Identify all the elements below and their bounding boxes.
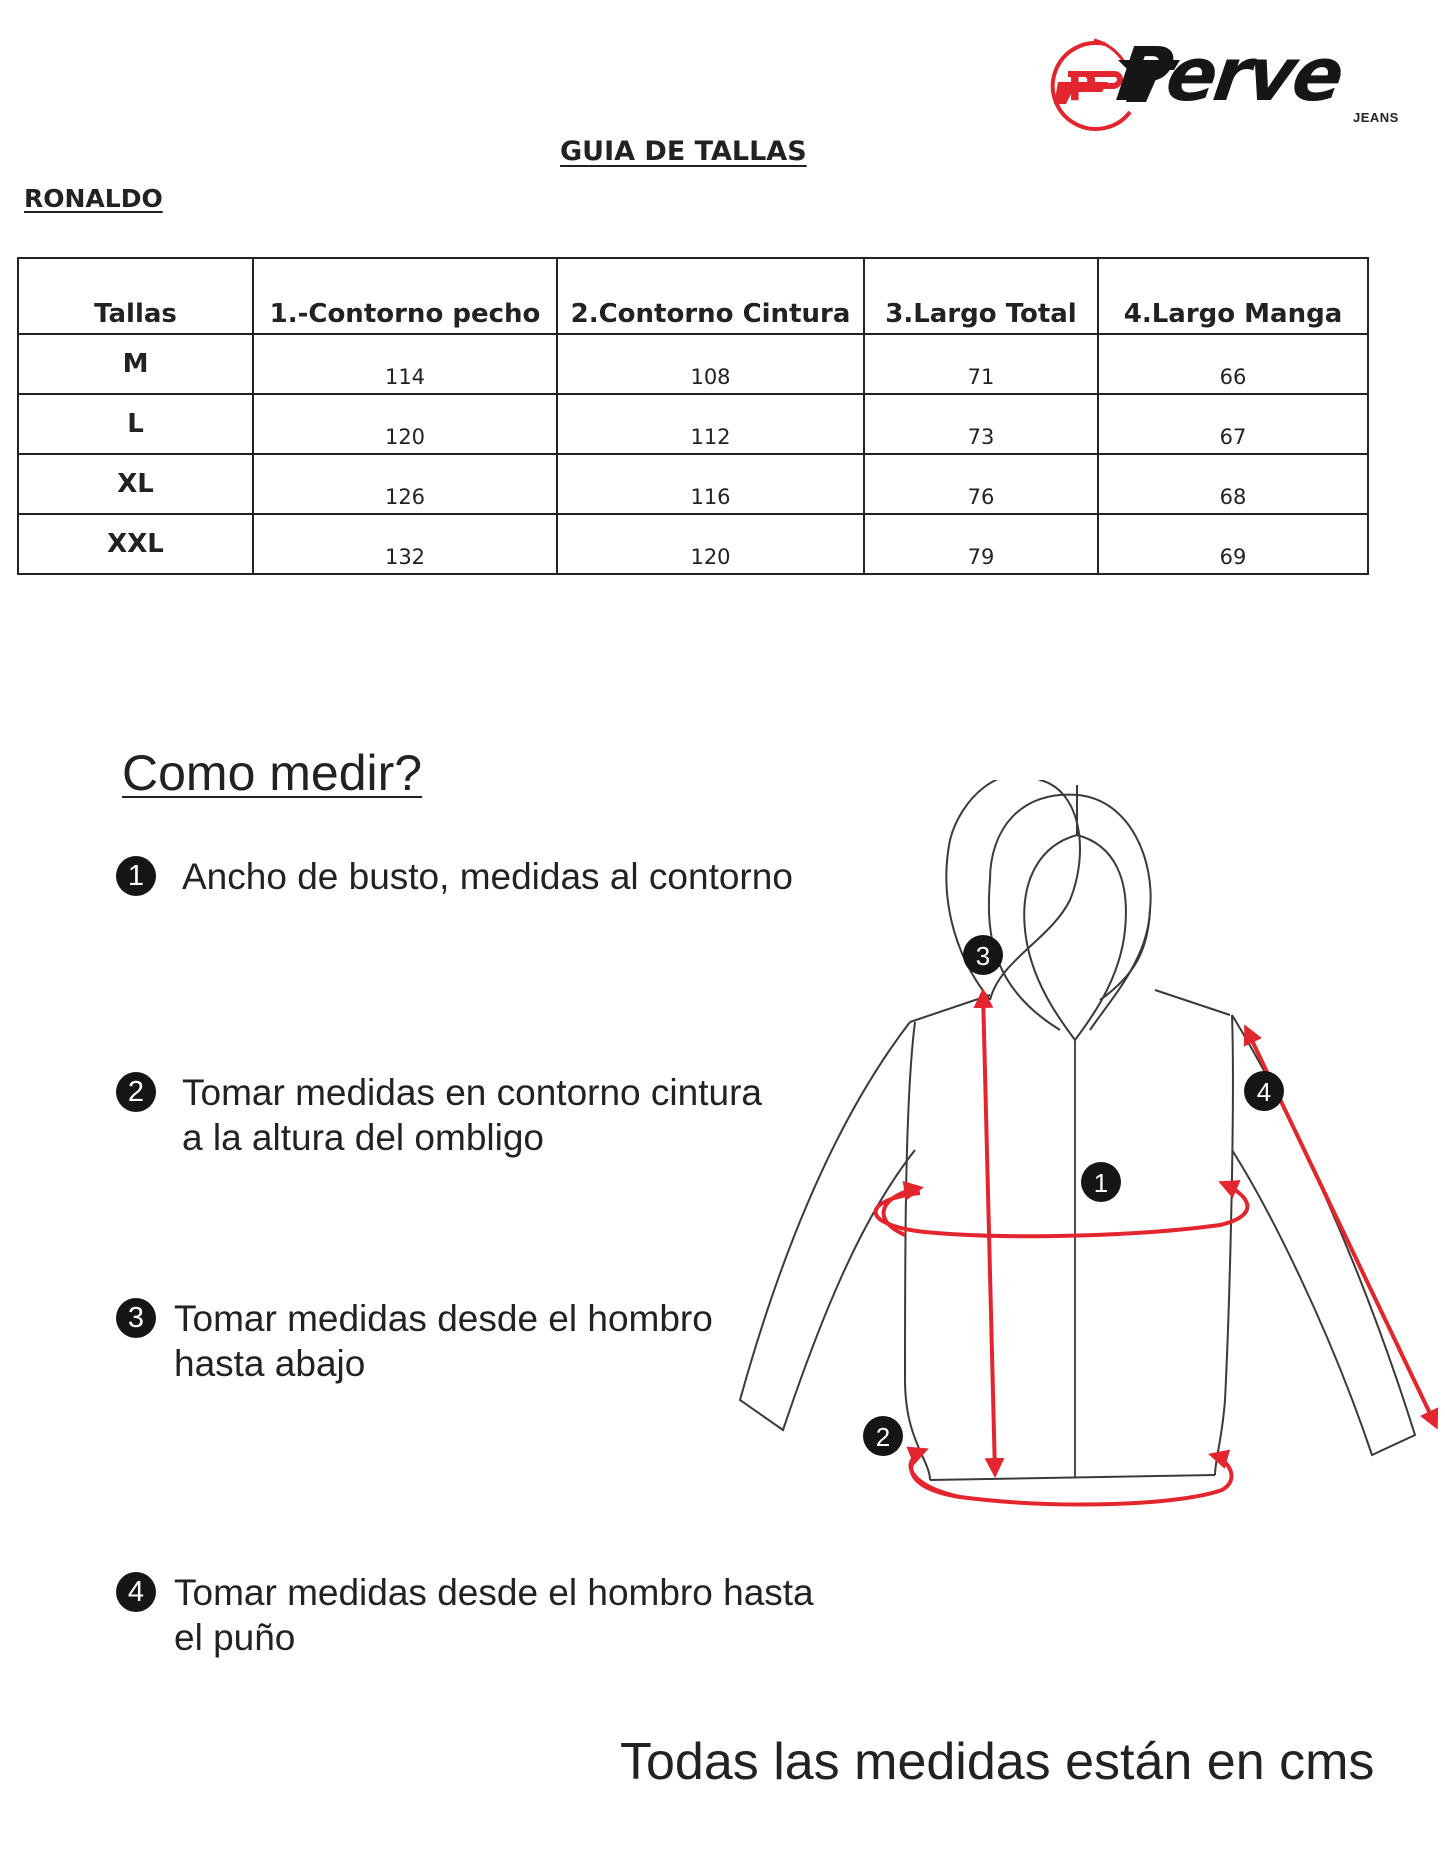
step-number-badge: 4 bbox=[116, 1572, 156, 1612]
diagram-marker-1 bbox=[1081, 1162, 1121, 1202]
diagram-marker-4 bbox=[1244, 1071, 1284, 1111]
size-table bbox=[17, 257, 1369, 575]
waist-value: 112 bbox=[557, 394, 864, 454]
step-line: el puño bbox=[174, 1617, 296, 1658]
model-name: RONALDO bbox=[24, 184, 163, 213]
waist-value: 120 bbox=[557, 514, 864, 574]
waist-value: 108 bbox=[557, 334, 864, 394]
step-line: hasta abajo bbox=[174, 1343, 366, 1384]
brand-subtitle: JEANS bbox=[1353, 110, 1399, 125]
diagram-marker-3 bbox=[963, 935, 1003, 975]
diagram-marker-label: 2 bbox=[875, 1422, 891, 1452]
table-row bbox=[18, 514, 1368, 574]
step-number-badge: 2 bbox=[116, 1072, 156, 1112]
step-line: Tomar medidas en contorno cintura bbox=[182, 1072, 762, 1113]
length-value: 76 bbox=[864, 454, 1098, 514]
length-value: 73 bbox=[864, 394, 1098, 454]
step-line: Tomar medidas desde el hombro bbox=[174, 1298, 713, 1339]
table-header-row bbox=[18, 258, 1368, 334]
table-row bbox=[18, 334, 1368, 394]
step-number-badge: 1 bbox=[116, 856, 156, 896]
diagram-marker-label: 3 bbox=[975, 941, 991, 971]
step-line: Ancho de busto, medidas al contorno bbox=[182, 856, 793, 897]
header-waist: 2.Contorno Cintura bbox=[557, 258, 864, 334]
table-row bbox=[18, 454, 1368, 514]
sleeve-value: 66 bbox=[1098, 334, 1368, 394]
sleeve-value: 69 bbox=[1098, 514, 1368, 574]
header-length: 3.Largo Total bbox=[864, 258, 1098, 334]
diagram-marker-label: 4 bbox=[1256, 1077, 1272, 1107]
diagram-marker-2 bbox=[863, 1416, 903, 1456]
step-text bbox=[174, 1570, 894, 1660]
hoodie-diagram bbox=[730, 780, 1445, 1530]
length-value: 71 bbox=[864, 334, 1098, 394]
size-label: XL bbox=[18, 454, 253, 514]
diagram-markers bbox=[863, 935, 1284, 1456]
table-row bbox=[18, 394, 1368, 454]
step-number-badge: 3 bbox=[116, 1298, 156, 1338]
chest-value: 114 bbox=[253, 334, 557, 394]
length-value: 79 bbox=[864, 514, 1098, 574]
diagram-marker-label: 1 bbox=[1093, 1168, 1109, 1198]
hoodie-outline bbox=[740, 780, 1415, 1480]
sleeve-value: 67 bbox=[1098, 394, 1368, 454]
step-line: Tomar medidas desde el hombro hasta bbox=[174, 1572, 814, 1613]
header-sizes: Tallas bbox=[18, 258, 253, 334]
footer-note: Todas las medidas están en cms bbox=[620, 1733, 1375, 1791]
header-sleeve: 4.Largo Manga bbox=[1098, 258, 1368, 334]
size-label: L bbox=[18, 394, 253, 454]
brand-name: Perve bbox=[1111, 32, 1347, 118]
chest-value: 132 bbox=[253, 514, 557, 574]
document-title: GUIA DE TALLAS bbox=[560, 136, 807, 167]
measurement-lines bbox=[876, 992, 1436, 1504]
sleeve-value: 68 bbox=[1098, 454, 1368, 514]
waist-value: 116 bbox=[557, 454, 864, 514]
brand-mark-letter: P bbox=[1067, 64, 1097, 110]
chest-value: 126 bbox=[253, 454, 557, 514]
step-line: a la altura del ombligo bbox=[182, 1117, 544, 1158]
chest-value: 120 bbox=[253, 394, 557, 454]
size-label: XXL bbox=[18, 514, 253, 574]
header-chest: 1.-Contorno pecho bbox=[253, 258, 557, 334]
size-label: M bbox=[18, 334, 253, 394]
how-to-title: Como medir? bbox=[122, 745, 423, 801]
